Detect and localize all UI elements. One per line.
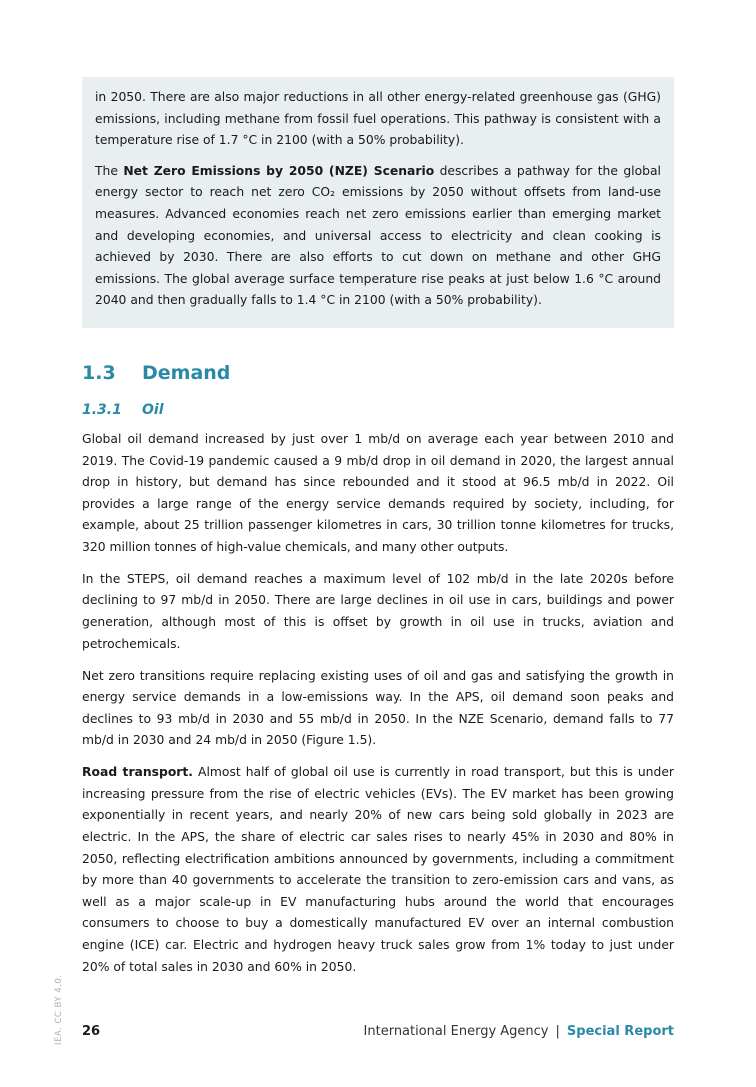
main-content <box>82 358 674 988</box>
body-paragraph: Global oil demand increased by just over 1 mb/d on average each year between 2010 and 2019. The Covid-19 pandemic caused a 9 mb/d drop in oil demand in 2020, the largest annual drop in history, but demand has since rebounded and it stood at 96.5 mb/d in 2022. Oil provides a large range of the energy service demands required by society, including, for example, about 25 trillion passenger kilometres in cars, 30 trillion tonne kilometres for trucks, 320 million tonnes of high-value chemicals, and many other outputs. <box>82 432 674 554</box>
text-run: Almost half of global oil use is currently in road transport, but this is under increasing pressure from the rise of electric vehicles (EVs). The EV market has been growing exponentially in recent years, and nearly 20% of new cars being sold globally in 2023 are electric. In the APS, the share of electric car sales rises to nearly 45% in 2030 and 80% in 2050, reflecting electrification ambitions announced by governments, including a commitment by more than 40 governments to accelerate the transition to zero-emission cars and vans, as well as a major scale-up in EV manufacturing hubs around the world that encourages consumers to choose to buy a domestically manufactured EV over an internal combustion engine (ICE) car. Electric and hydrogen heavy truck sales grow from 1% today to just under 20% of total sales in 2030 and 60% in 2050. <box>82 765 674 974</box>
subsection-title: Oil <box>142 402 164 418</box>
footer-publisher <box>364 1024 674 1039</box>
scenario-description-box <box>82 77 674 328</box>
license-note: IEA. CC BY 4.0. <box>54 974 64 1045</box>
section-number: 1.3 <box>82 362 116 384</box>
subsection-heading <box>82 399 674 425</box>
body-paragraph: Net zero transitions require replacing existing uses of oil and gas and satisfying the growth in energy service demands in a low-emissions way. In the APS, oil demand soon peaks and declines to 93 mb/d in 2030 and 55 mb/d in 2050. In the NZE Scenario, demand falls to 77 mb/d in 2030 and 24 mb/d in 2050 (Figure 1.5). <box>82 668 674 748</box>
body-paragraph: In the STEPS, oil demand reaches a maximum level of 102 mb/d in the late 2020s before declining to 97 mb/d in 2050. There are large declines in oil use in cars, buildings and power generation, although most of this is offset by growth in oil use in trucks, aviation and petrochemicals. <box>82 571 674 651</box>
subsection-number: 1.3.1 <box>82 402 122 418</box>
page-number: 26 <box>82 1024 101 1039</box>
box-paragraph: in 2050. There are also major reductions in all other energy-related greenhouse gas (GHG) emissions, including methane from fossil fuel operations. This pathway is consistent with a temperature rise of 1.7 °C in 2100 (with a 50% probability). <box>95 90 661 148</box>
section-heading <box>82 358 674 391</box>
road-transport-label: Road transport. <box>82 765 193 780</box>
section-title: Demand <box>142 362 231 384</box>
report-type: Special Report <box>566 1024 674 1039</box>
footer-separator: | <box>555 1024 560 1039</box>
publisher-name: International Energy Agency <box>363 1024 549 1039</box>
body-paragraph-road-transport <box>82 762 674 978</box>
text-run: The <box>95 163 124 178</box>
nze-scenario-term: Net Zero Emissions by 2050 (NZE) Scenario <box>123 163 435 178</box>
text-run: describes a pathway for the global energy sector to reach net zero CO₂ emissions by 2050 without offsets from land-use measures. Advanced economies reach net zero emissions earlier than emerging market and developing economies, and universal access to electricity and clean cooking is achieved by 2030. There are also efforts to cut down on methane and other GHG emissions. The global average surface temperature rise peaks at just below 1.6 °C around 2040 and then gradually falls to 1.4 °C in 2100 (with a 50% probability). <box>95 163 661 308</box>
box-paragraph-nze <box>95 161 661 312</box>
